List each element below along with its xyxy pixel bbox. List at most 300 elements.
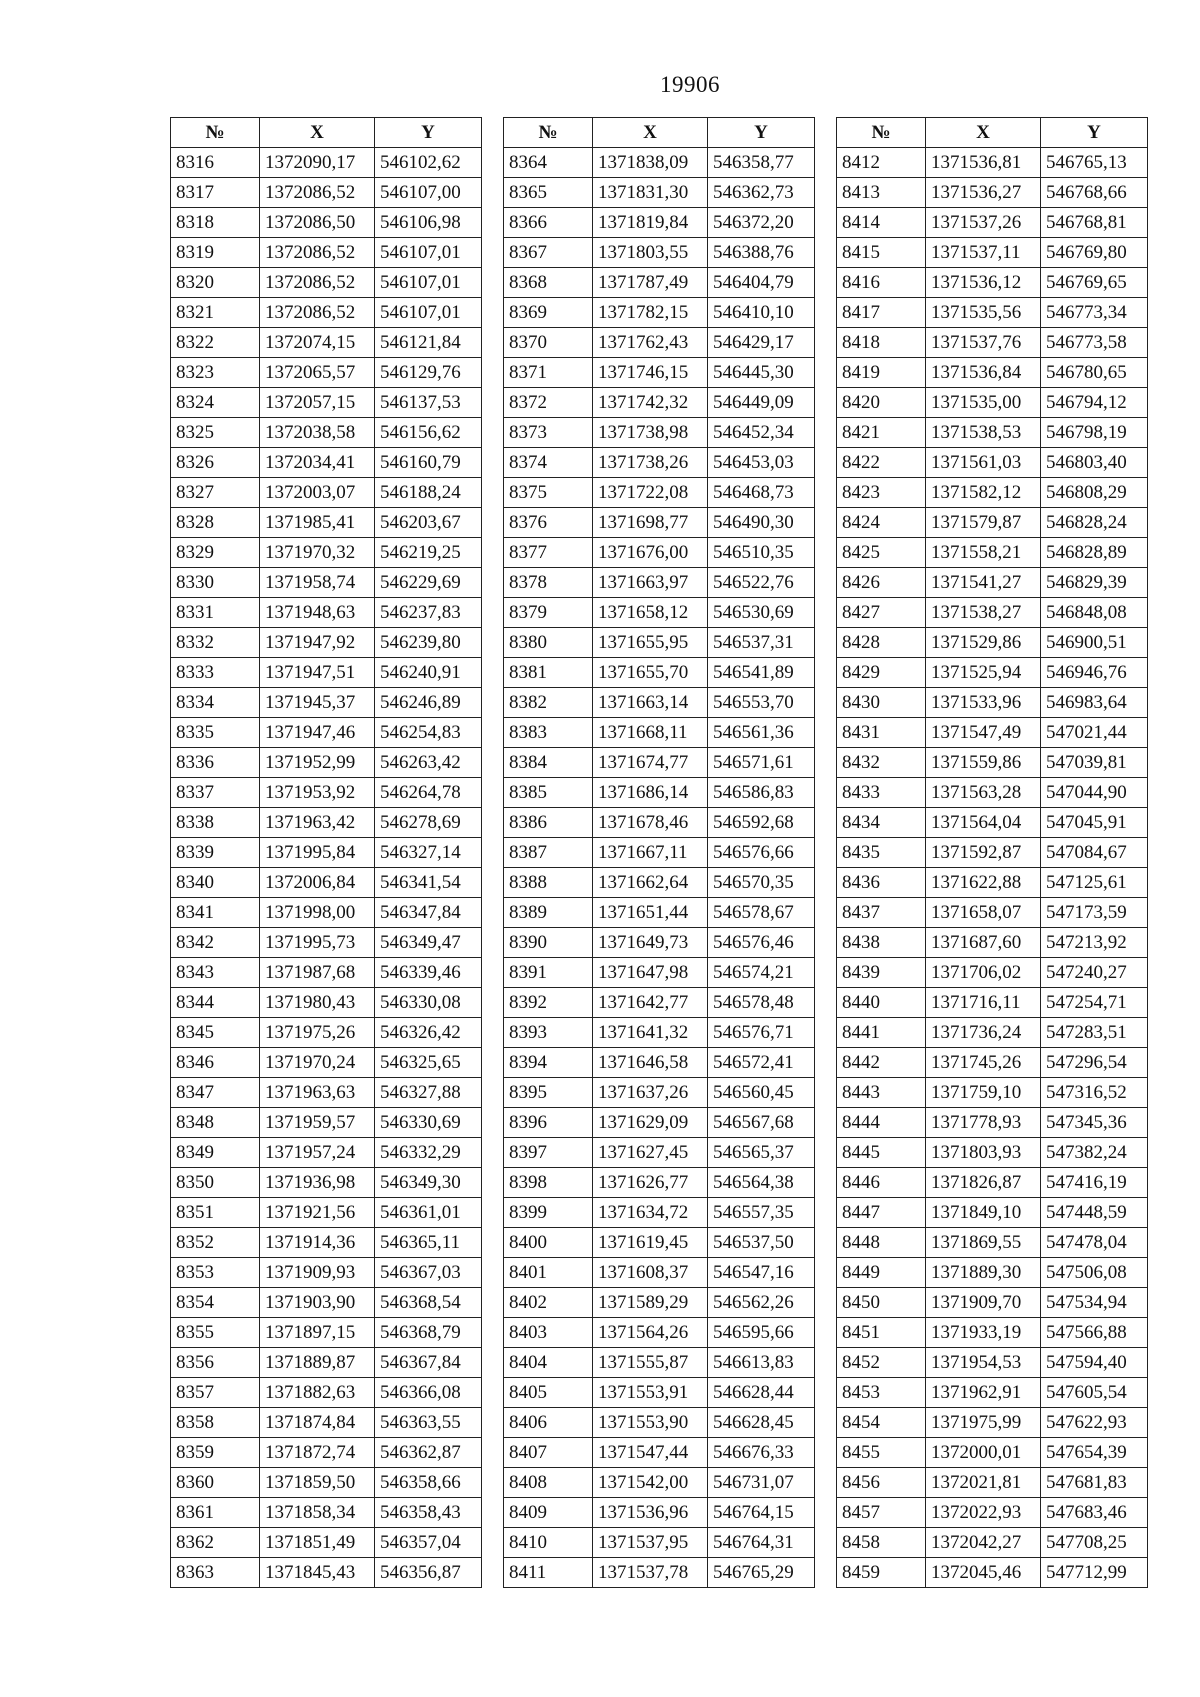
table-row	[171, 1138, 482, 1168]
table-row	[837, 1498, 1148, 1528]
table-row	[837, 1378, 1148, 1408]
table-row	[171, 1408, 482, 1438]
x-coordinate-cell: 1371582,12	[926, 478, 1041, 508]
x-coordinate-cell: 1371909,93	[260, 1258, 375, 1288]
table-row	[171, 658, 482, 688]
table-row	[504, 928, 815, 958]
table-row	[171, 568, 482, 598]
y-coordinate-cell: 546358,77	[708, 148, 815, 178]
point-number-cell: 8327	[171, 478, 260, 508]
y-coordinate-cell: 546188,24	[375, 478, 482, 508]
y-coordinate-cell: 546595,66	[708, 1318, 815, 1348]
point-number-cell: 8426	[837, 568, 926, 598]
point-number-cell: 8374	[504, 448, 593, 478]
point-number-cell: 8380	[504, 628, 593, 658]
x-coordinate-cell: 1371845,43	[260, 1558, 375, 1588]
point-number-cell: 8419	[837, 358, 926, 388]
x-coordinate-cell: 1371819,84	[593, 208, 708, 238]
header-y: Y	[708, 118, 815, 148]
y-coordinate-cell: 547534,94	[1041, 1288, 1148, 1318]
table-row	[171, 538, 482, 568]
y-coordinate-cell: 546828,24	[1041, 508, 1148, 538]
x-coordinate-cell: 1371851,49	[260, 1528, 375, 1558]
table-row	[504, 598, 815, 628]
point-number-cell: 8351	[171, 1198, 260, 1228]
point-number-cell: 8392	[504, 988, 593, 1018]
table-row	[837, 1288, 1148, 1318]
point-number-cell: 8423	[837, 478, 926, 508]
x-coordinate-cell: 1371987,68	[260, 958, 375, 988]
table-row	[504, 778, 815, 808]
table-row	[837, 1408, 1148, 1438]
point-number-cell: 8344	[171, 988, 260, 1018]
point-number-cell: 8412	[837, 148, 926, 178]
point-number-cell: 8407	[504, 1438, 593, 1468]
x-coordinate-cell: 1371536,96	[593, 1498, 708, 1528]
y-coordinate-cell: 546829,39	[1041, 568, 1148, 598]
x-coordinate-cell: 1371564,26	[593, 1318, 708, 1348]
x-coordinate-cell: 1371882,63	[260, 1378, 375, 1408]
point-number-cell: 8338	[171, 808, 260, 838]
table-row	[837, 328, 1148, 358]
x-coordinate-cell: 1371736,24	[926, 1018, 1041, 1048]
point-number-cell: 8379	[504, 598, 593, 628]
point-number-cell: 8449	[837, 1258, 926, 1288]
x-coordinate-cell: 1371655,95	[593, 628, 708, 658]
x-coordinate-cell: 1371536,12	[926, 268, 1041, 298]
point-number-cell: 8335	[171, 718, 260, 748]
y-coordinate-cell: 547478,04	[1041, 1228, 1148, 1258]
point-number-cell: 8385	[504, 778, 593, 808]
table-row	[837, 778, 1148, 808]
table-row	[504, 208, 815, 238]
x-coordinate-cell: 1371647,98	[593, 958, 708, 988]
y-coordinate-cell: 546107,01	[375, 238, 482, 268]
table-row	[837, 928, 1148, 958]
table-row	[837, 448, 1148, 478]
x-coordinate-cell: 1371541,27	[926, 568, 1041, 598]
y-coordinate-cell: 546769,80	[1041, 238, 1148, 268]
x-coordinate-cell: 1371778,93	[926, 1108, 1041, 1138]
table-row	[171, 208, 482, 238]
point-number-cell: 8337	[171, 778, 260, 808]
y-coordinate-cell: 546765,29	[708, 1558, 815, 1588]
table-row	[171, 1558, 482, 1588]
y-coordinate-cell: 546576,71	[708, 1018, 815, 1048]
x-coordinate-cell: 1371903,90	[260, 1288, 375, 1318]
y-coordinate-cell: 546567,68	[708, 1108, 815, 1138]
point-number-cell: 8397	[504, 1138, 593, 1168]
point-number-cell: 8360	[171, 1468, 260, 1498]
point-number-cell: 8319	[171, 238, 260, 268]
point-number-cell: 8447	[837, 1198, 926, 1228]
y-coordinate-cell: 546410,10	[708, 298, 815, 328]
point-number-cell: 8330	[171, 568, 260, 598]
table-row	[171, 1078, 482, 1108]
x-coordinate-cell: 1371626,77	[593, 1168, 708, 1198]
x-coordinate-cell: 1371874,84	[260, 1408, 375, 1438]
header-number: №	[504, 118, 593, 148]
x-coordinate-cell: 1371746,15	[593, 358, 708, 388]
point-number-cell: 8329	[171, 538, 260, 568]
x-coordinate-cell: 1371914,36	[260, 1228, 375, 1258]
point-number-cell: 8403	[504, 1318, 593, 1348]
x-coordinate-cell: 1371945,37	[260, 688, 375, 718]
y-coordinate-cell: 546326,42	[375, 1018, 482, 1048]
y-coordinate-cell: 547382,24	[1041, 1138, 1148, 1168]
point-number-cell: 8383	[504, 718, 593, 748]
point-number-cell: 8324	[171, 388, 260, 418]
x-coordinate-cell: 1371998,00	[260, 898, 375, 928]
point-number-cell: 8361	[171, 1498, 260, 1528]
point-number-cell: 8377	[504, 538, 593, 568]
y-coordinate-cell: 546537,31	[708, 628, 815, 658]
y-coordinate-cell: 547254,71	[1041, 988, 1148, 1018]
x-coordinate-cell: 1372090,17	[260, 148, 375, 178]
point-number-cell: 8348	[171, 1108, 260, 1138]
point-number-cell: 8350	[171, 1168, 260, 1198]
x-coordinate-cell: 1371849,10	[926, 1198, 1041, 1228]
y-coordinate-cell: 546586,83	[708, 778, 815, 808]
table-row	[171, 958, 482, 988]
page-number: 19906	[660, 72, 720, 97]
x-coordinate-cell: 1371962,91	[926, 1378, 1041, 1408]
point-number-cell: 8425	[837, 538, 926, 568]
y-coordinate-cell: 546327,88	[375, 1078, 482, 1108]
y-coordinate-cell: 547683,46	[1041, 1498, 1148, 1528]
y-coordinate-cell: 547594,40	[1041, 1348, 1148, 1378]
table-row	[504, 418, 815, 448]
x-coordinate-cell: 1371592,87	[926, 838, 1041, 868]
x-coordinate-cell: 1371589,29	[593, 1288, 708, 1318]
table-row	[837, 598, 1148, 628]
x-coordinate-cell: 1371985,41	[260, 508, 375, 538]
y-coordinate-cell: 547173,59	[1041, 898, 1148, 928]
point-number-cell: 8401	[504, 1258, 593, 1288]
x-coordinate-cell: 1371947,46	[260, 718, 375, 748]
x-coordinate-cell: 1371909,70	[926, 1288, 1041, 1318]
point-number-cell: 8387	[504, 838, 593, 868]
x-coordinate-cell: 1371608,37	[593, 1258, 708, 1288]
table-row	[504, 538, 815, 568]
point-number-cell: 8450	[837, 1288, 926, 1318]
table-row	[504, 718, 815, 748]
point-number-cell: 8429	[837, 658, 926, 688]
point-number-cell: 8331	[171, 598, 260, 628]
point-number-cell: 8391	[504, 958, 593, 988]
table-row	[504, 1258, 815, 1288]
point-number-cell: 8368	[504, 268, 593, 298]
point-number-cell: 8431	[837, 718, 926, 748]
y-coordinate-cell: 546731,07	[708, 1468, 815, 1498]
table-row	[504, 1228, 815, 1258]
table-row	[171, 748, 482, 778]
point-number-cell: 8417	[837, 298, 926, 328]
x-coordinate-cell: 1372074,15	[260, 328, 375, 358]
y-coordinate-cell: 546327,14	[375, 838, 482, 868]
x-coordinate-cell: 1371533,96	[926, 688, 1041, 718]
x-coordinate-cell: 1371537,76	[926, 328, 1041, 358]
x-coordinate-cell: 1372038,58	[260, 418, 375, 448]
point-number-cell: 8394	[504, 1048, 593, 1078]
y-coordinate-cell: 546445,30	[708, 358, 815, 388]
table-row	[171, 1168, 482, 1198]
point-number-cell: 8357	[171, 1378, 260, 1408]
x-coordinate-cell: 1371663,97	[593, 568, 708, 598]
x-coordinate-cell: 1371649,73	[593, 928, 708, 958]
point-number-cell: 8457	[837, 1498, 926, 1528]
x-coordinate-cell: 1371698,77	[593, 508, 708, 538]
point-number-cell: 8366	[504, 208, 593, 238]
x-coordinate-cell: 1371619,45	[593, 1228, 708, 1258]
x-coordinate-cell: 1371579,87	[926, 508, 1041, 538]
x-coordinate-cell: 1372086,50	[260, 208, 375, 238]
table-row	[504, 988, 815, 1018]
table-row	[837, 208, 1148, 238]
y-coordinate-cell: 546203,67	[375, 508, 482, 538]
y-coordinate-cell: 546570,35	[708, 868, 815, 898]
y-coordinate-cell: 547708,25	[1041, 1528, 1148, 1558]
x-coordinate-cell: 1371826,87	[926, 1168, 1041, 1198]
x-coordinate-cell: 1371831,30	[593, 178, 708, 208]
table-row	[171, 508, 482, 538]
x-coordinate-cell: 1372045,46	[926, 1558, 1041, 1588]
y-coordinate-cell: 547605,54	[1041, 1378, 1148, 1408]
x-coordinate-cell: 1371674,77	[593, 748, 708, 778]
point-number-cell: 8326	[171, 448, 260, 478]
x-coordinate-cell: 1372086,52	[260, 238, 375, 268]
x-coordinate-cell: 1372006,84	[260, 868, 375, 898]
table-row	[504, 1348, 815, 1378]
x-coordinate-cell: 1371536,27	[926, 178, 1041, 208]
y-coordinate-cell: 546560,45	[708, 1078, 815, 1108]
table-row	[171, 238, 482, 268]
point-number-cell: 8340	[171, 868, 260, 898]
point-number-cell: 8451	[837, 1318, 926, 1348]
point-number-cell: 8439	[837, 958, 926, 988]
y-coordinate-cell: 546578,67	[708, 898, 815, 928]
table-row	[171, 718, 482, 748]
table-row	[837, 358, 1148, 388]
y-coordinate-cell: 546768,66	[1041, 178, 1148, 208]
table-row	[837, 988, 1148, 1018]
table-row	[504, 568, 815, 598]
y-coordinate-cell: 547345,36	[1041, 1108, 1148, 1138]
table-row	[504, 1558, 815, 1588]
point-number-cell: 8333	[171, 658, 260, 688]
x-coordinate-cell: 1371561,03	[926, 448, 1041, 478]
point-number-cell: 8376	[504, 508, 593, 538]
table-row	[504, 328, 815, 358]
x-coordinate-cell: 1371558,21	[926, 538, 1041, 568]
x-coordinate-cell: 1371995,73	[260, 928, 375, 958]
x-coordinate-cell: 1371535,56	[926, 298, 1041, 328]
x-coordinate-cell: 1371538,27	[926, 598, 1041, 628]
x-coordinate-cell: 1371716,11	[926, 988, 1041, 1018]
point-number-cell: 8334	[171, 688, 260, 718]
header-number: №	[837, 118, 926, 148]
y-coordinate-cell: 546368,79	[375, 1318, 482, 1348]
y-coordinate-cell: 546780,65	[1041, 358, 1148, 388]
point-number-cell: 8339	[171, 838, 260, 868]
y-coordinate-cell: 547566,88	[1041, 1318, 1148, 1348]
point-number-cell: 8454	[837, 1408, 926, 1438]
point-number-cell: 8317	[171, 178, 260, 208]
y-coordinate-cell: 546263,42	[375, 748, 482, 778]
y-coordinate-cell: 546490,30	[708, 508, 815, 538]
x-coordinate-cell: 1371563,28	[926, 778, 1041, 808]
x-coordinate-cell: 1371637,26	[593, 1078, 708, 1108]
x-coordinate-cell: 1371676,00	[593, 538, 708, 568]
point-number-cell: 8322	[171, 328, 260, 358]
table-row	[837, 238, 1148, 268]
y-coordinate-cell: 546239,80	[375, 628, 482, 658]
table-row	[837, 868, 1148, 898]
x-coordinate-cell: 1371538,53	[926, 418, 1041, 448]
x-coordinate-cell: 1371564,04	[926, 808, 1041, 838]
point-number-cell: 8353	[171, 1258, 260, 1288]
x-coordinate-cell: 1371529,86	[926, 628, 1041, 658]
point-number-cell: 8386	[504, 808, 593, 838]
x-coordinate-cell: 1371948,63	[260, 598, 375, 628]
header-row	[504, 118, 815, 148]
table-row	[504, 658, 815, 688]
x-coordinate-cell: 1371622,88	[926, 868, 1041, 898]
x-coordinate-cell: 1371667,11	[593, 838, 708, 868]
table-row	[837, 148, 1148, 178]
x-coordinate-cell: 1371738,26	[593, 448, 708, 478]
table-row	[171, 838, 482, 868]
y-coordinate-cell: 546764,31	[708, 1528, 815, 1558]
coordinates-table	[170, 117, 482, 1588]
table-row	[837, 388, 1148, 418]
y-coordinate-cell: 546404,79	[708, 268, 815, 298]
point-number-cell: 8432	[837, 748, 926, 778]
table-row	[504, 1168, 815, 1198]
x-coordinate-cell: 1372021,81	[926, 1468, 1041, 1498]
point-number-cell: 8410	[504, 1528, 593, 1558]
y-coordinate-cell: 546537,50	[708, 1228, 815, 1258]
y-coordinate-cell: 546452,34	[708, 418, 815, 448]
header-row	[837, 118, 1148, 148]
y-coordinate-cell: 546121,84	[375, 328, 482, 358]
table-row	[171, 688, 482, 718]
y-coordinate-cell: 547213,92	[1041, 928, 1148, 958]
header-x: X	[593, 118, 708, 148]
x-coordinate-cell: 1371970,24	[260, 1048, 375, 1078]
point-number-cell: 8440	[837, 988, 926, 1018]
coordinates-table-3	[836, 117, 1148, 1588]
table-row	[504, 238, 815, 268]
x-coordinate-cell: 1371537,26	[926, 208, 1041, 238]
x-coordinate-cell: 1371936,98	[260, 1168, 375, 1198]
table-row	[171, 478, 482, 508]
y-coordinate-cell: 546341,54	[375, 868, 482, 898]
y-coordinate-cell: 546365,11	[375, 1228, 482, 1258]
y-coordinate-cell: 546572,41	[708, 1048, 815, 1078]
point-number-cell: 8354	[171, 1288, 260, 1318]
x-coordinate-cell: 1371678,46	[593, 808, 708, 838]
x-coordinate-cell: 1371642,77	[593, 988, 708, 1018]
table-row	[171, 178, 482, 208]
x-coordinate-cell: 1371897,15	[260, 1318, 375, 1348]
x-coordinate-cell: 1371706,02	[926, 958, 1041, 988]
point-number-cell: 8428	[837, 628, 926, 658]
point-number-cell: 8365	[504, 178, 593, 208]
point-number-cell: 8321	[171, 298, 260, 328]
y-coordinate-cell: 546330,08	[375, 988, 482, 1018]
y-coordinate-cell: 546237,83	[375, 598, 482, 628]
point-number-cell: 8436	[837, 868, 926, 898]
x-coordinate-cell: 1371655,70	[593, 658, 708, 688]
y-coordinate-cell: 546564,38	[708, 1168, 815, 1198]
point-number-cell: 8363	[171, 1558, 260, 1588]
point-number-cell: 8346	[171, 1048, 260, 1078]
header-row	[171, 118, 482, 148]
x-coordinate-cell: 1371537,78	[593, 1558, 708, 1588]
x-coordinate-cell: 1371995,84	[260, 838, 375, 868]
point-number-cell: 8459	[837, 1558, 926, 1588]
x-coordinate-cell: 1371668,11	[593, 718, 708, 748]
point-number-cell: 8406	[504, 1408, 593, 1438]
table-row	[837, 1168, 1148, 1198]
x-coordinate-cell: 1371869,55	[926, 1228, 1041, 1258]
header-x: X	[926, 118, 1041, 148]
table-row	[504, 1288, 815, 1318]
table-row	[504, 808, 815, 838]
table-row	[837, 718, 1148, 748]
table-row	[837, 898, 1148, 928]
x-coordinate-cell: 1371634,72	[593, 1198, 708, 1228]
point-number-cell: 8435	[837, 838, 926, 868]
x-coordinate-cell: 1371762,43	[593, 328, 708, 358]
table-row	[171, 298, 482, 328]
point-number-cell: 8420	[837, 388, 926, 418]
y-coordinate-cell: 547316,52	[1041, 1078, 1148, 1108]
y-coordinate-cell: 547125,61	[1041, 868, 1148, 898]
point-number-cell: 8402	[504, 1288, 593, 1318]
y-coordinate-cell: 546367,84	[375, 1348, 482, 1378]
point-number-cell: 8325	[171, 418, 260, 448]
y-coordinate-cell: 546264,78	[375, 778, 482, 808]
point-number-cell: 8347	[171, 1078, 260, 1108]
y-coordinate-cell: 546808,29	[1041, 478, 1148, 508]
table-row	[171, 1258, 482, 1288]
y-coordinate-cell: 546468,73	[708, 478, 815, 508]
table-row	[171, 898, 482, 928]
x-coordinate-cell: 1371738,98	[593, 418, 708, 448]
y-coordinate-cell: 546576,46	[708, 928, 815, 958]
table-row	[837, 658, 1148, 688]
y-coordinate-cell: 546107,01	[375, 268, 482, 298]
table-row	[171, 388, 482, 418]
point-number-cell: 8358	[171, 1408, 260, 1438]
x-coordinate-cell: 1371658,07	[926, 898, 1041, 928]
table-row	[837, 1468, 1148, 1498]
point-number-cell: 8441	[837, 1018, 926, 1048]
table-row	[837, 1108, 1148, 1138]
table-row	[504, 688, 815, 718]
point-number-cell: 8367	[504, 238, 593, 268]
y-coordinate-cell: 546946,76	[1041, 658, 1148, 688]
table-row	[504, 178, 815, 208]
y-coordinate-cell: 546367,03	[375, 1258, 482, 1288]
table-row	[504, 868, 815, 898]
x-coordinate-cell: 1371629,09	[593, 1108, 708, 1138]
table-row	[171, 778, 482, 808]
point-number-cell: 8320	[171, 268, 260, 298]
x-coordinate-cell: 1371782,15	[593, 298, 708, 328]
